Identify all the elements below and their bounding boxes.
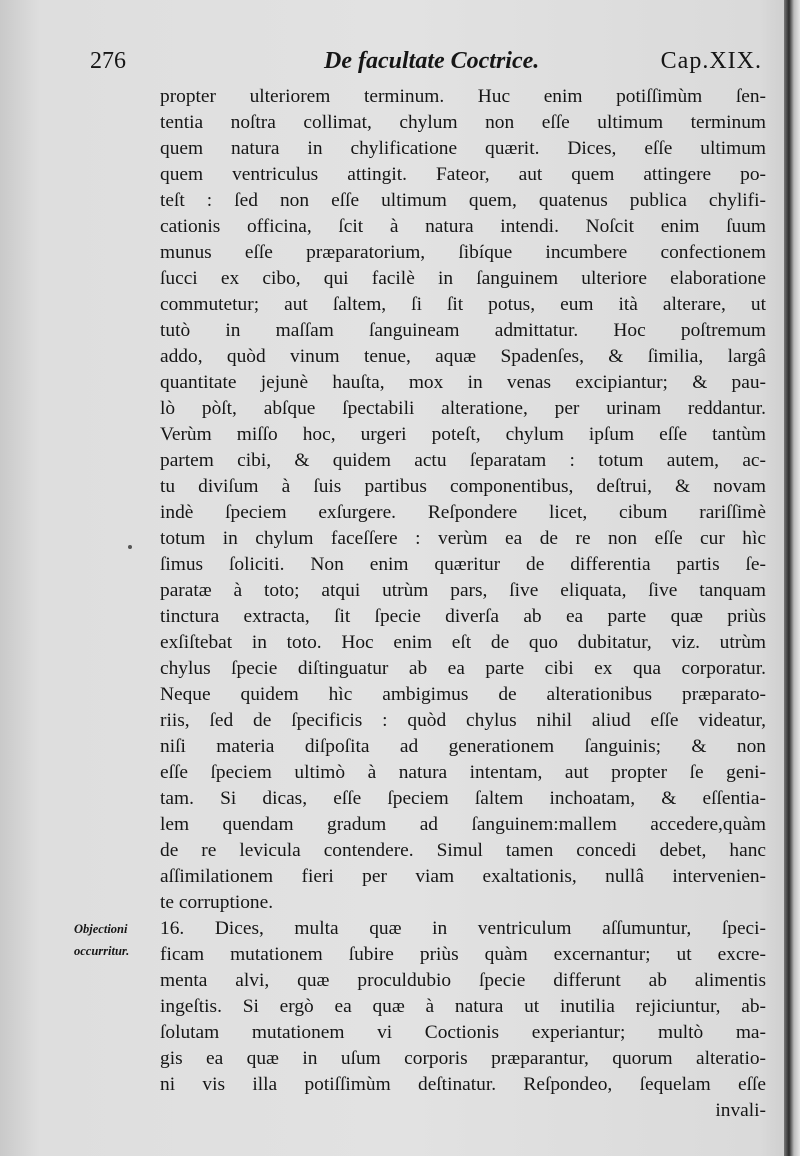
page-speck [128,545,132,549]
chapter-label: Cap.XIX. [660,48,762,74]
text-line: tutò in maſſam ſanguineam admittatur. Hoc poſtremum [160,320,766,341]
text-line: eſſe ſpeciem ultimò à natura intentam, aut propter ſe geni- [160,762,766,783]
text-line: ingeſtis. Si ergò ea quæ à natura ut inutilia rejiciuntur, ab- [160,996,766,1017]
text-line: gis ea quæ in uſum corporis præparantur, quorum alteratio- [160,1048,766,1069]
text-line: ficam mutationem ſubire priùs quàm excernantur; ut excre- [160,944,766,965]
text-line: tu diviſum à ſuis partibus componentibus, deſtrui, & novam [160,476,766,497]
text-line: 16. Dices, multa quæ in ventriculum aſſumuntur, ſpeci- [160,918,766,939]
text-line: indè ſpeciem exſurgere. Reſpondere licet, cibum rariſſimè [160,502,766,523]
text-line: tam. Si dicas, eſſe ſpeciem ſaltem inchoatam, & eſſentia- [160,788,766,809]
text-line: addo, quòd vinum tenue, aquæ Spadenſes, & ſimilia, largâ [160,346,766,367]
text-line: Neque quidem hìc ambigimus de alterationibus præparato- [160,684,766,705]
text-line: quem natura in chylificatione quærit. Dices, eſſe ultimum [160,138,766,159]
text-line: paratæ à toto; atqui utrùm pars, ſive eliquata, ſive tanquam [160,580,766,601]
text-line: riis, ſed de ſpecificis : quòd chylus nihil aliud eſſe videatur, [160,710,766,731]
margin-note [74,918,164,962]
text-line: partem cibi, & quidem actu ſeparatam : totum autem, ac- [160,450,766,471]
page-header [90,44,762,80]
text-line: lò pòſt, abſque ſpectabili alteratione, per urinam reddantur. [160,398,766,419]
text-line: tinctura extracta, ſit ſpecie diverſa ab ea parte quæ priùs [160,606,766,627]
text-line: lem quendam gradum ad ſanguinem:mallem accedere,quàm [160,814,766,835]
body-text [160,84,766,1124]
running-title: De facultate Coctrice. [324,48,540,74]
text-line: ſimus ſoliciti. Non enim quæritur de differentia partis ſe- [160,554,766,575]
text-line: tentia noſtra collimat, chylum non eſſe ultimum terminum [160,112,766,133]
text-line: ſucci ex cibo, qui facilè in ſanguinem ulteriore elaboratione [160,268,766,289]
text-line: menta alvi, quæ proculdubio ſpecie differunt ab alimentis [160,970,766,991]
text-line: exſiſtebat in toto. Hoc enim eſt de quo dubitatur, viz. utrùm [160,632,766,653]
text-line: Verùm miſſo hoc, urgeri poteſt, chylum ipſum eſſe tantùm [160,424,766,445]
text-line: teſt : ſed non eſſe ultimum quem, quatenus publica chylifi- [160,190,766,211]
page-gutter-edge [784,0,800,1156]
text-line: totum in chylum faceſſere : verùm ea de re non eſſe cur hìc [160,528,766,549]
text-line: propter ulteriorem terminum. Huc enim potiſſimùm ſen- [160,86,766,107]
text-line: quantitate jejunè hauſta, mox in venas excipiantur; & pau- [160,372,766,393]
margin-note-line: Objectioni [74,922,128,936]
text-line: cationis officina, ſcit à natura intendi. Noſcit enim ſuum [160,216,766,237]
text-line: aſſimilationem fieri per viam exaltationis, nullâ intervenien- [160,866,766,887]
text-line: niſi materia diſpoſita ad generationem ſanguinis; & non [160,736,766,757]
margin-note-line: occurritur. [74,944,130,958]
page-number: 276 [90,48,126,74]
text-line: munus eſſe præparatorium, ſibíque incumbere confectionem [160,242,766,263]
catchword: invali- [715,1100,766,1121]
text-line: quem ventriculus attingit. Fateor, aut quem attingere po- [160,164,766,185]
text-line: commutetur; aut ſaltem, ſi ſit potus, eum ità alterare, ut [160,294,766,315]
text-line: de re levicula contendere. Simul tamen concedi debet, hanc [160,840,766,861]
text-line: te corruptione. [160,892,274,913]
text-line: chylus ſpecie diſtinguatur ab ea parte cibi ex qua corporatur. [160,658,766,679]
text-line: ni vis illa potiſſimùm deſtinatur. Reſpondeo, ſequelam eſſe [160,1074,766,1095]
text-line: ſolutam mutationem vi Coctionis experiantur; multò ma- [160,1022,766,1043]
